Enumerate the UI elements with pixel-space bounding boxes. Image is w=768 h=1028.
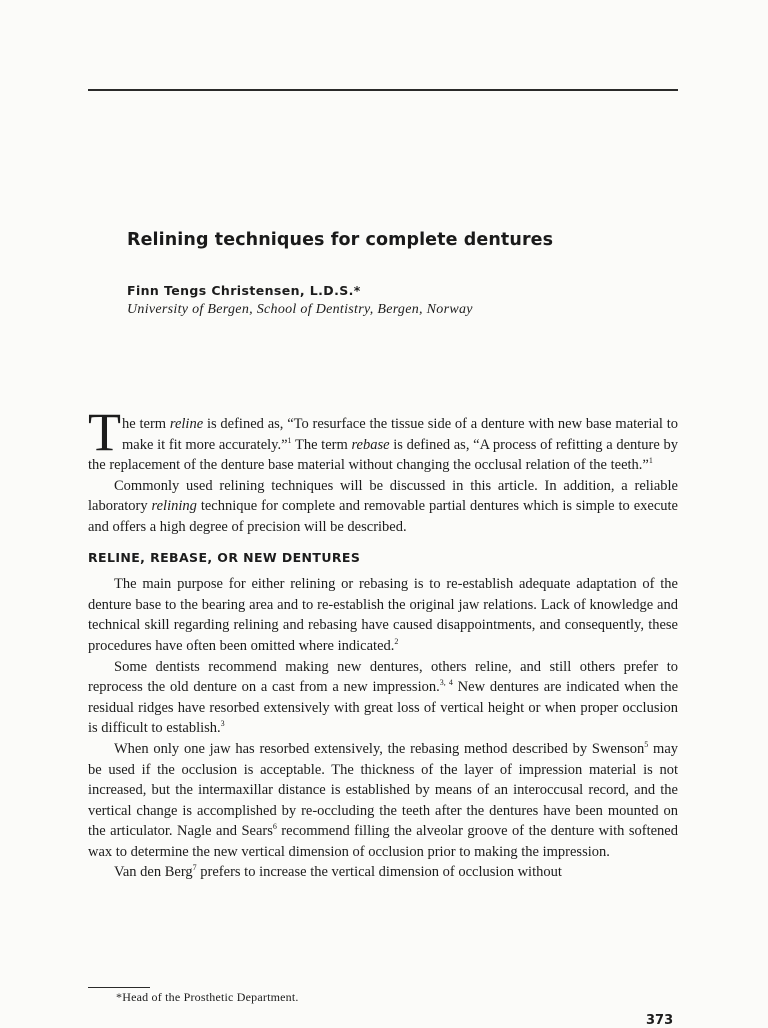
reference-mark: 1 xyxy=(287,435,292,445)
term-reline: reline xyxy=(169,416,204,432)
footnote-rule xyxy=(88,987,150,988)
author-affiliation: University of Bergen, School of Dentistry, Bergen, Norway xyxy=(127,302,473,317)
term-relining: relining xyxy=(151,498,197,515)
section-paragraph-4: Van den Berg$^7$ prefers to increase the vertical dimension of occlusion without xyxy=(114,863,562,881)
section-paragraph-1: The main purpose for either relining or rebasing is to re-establish adequate adaptation of the denture base to the bearing area and to re-establish the original jaw relations. Lack of knowledge and technical skill regarding relining and rebasing have caused disappointments, and consequently, these procedures have often been omitted where indicated.$^2$ xyxy=(88,576,678,654)
section-paragraph-2: Some dentists recommend making new dentures, others reline, and still others prefer to reprocess the old denture on a cast from a new impression.$^{3, 4}$ New dentures are indicated when the residual ridges have resorbed extensively with great loss of vertical height or when proper occlusion is difficult to establish.$^3$ xyxy=(88,658,678,737)
top-rule xyxy=(88,89,678,91)
reference-mark: 3, 4 xyxy=(439,678,453,688)
reference-mark: 1 xyxy=(648,456,653,466)
article-title: Relining techniques for complete dentures xyxy=(127,230,554,250)
reference-mark: 3 xyxy=(220,719,225,729)
intro-paragraph-2: Commonly used relining techniques will be discussed in this article. In addition, a reliable laboratory relining technique for complete and removable partial dentures which is simple to execute and offers a high degree of precision will be described. xyxy=(88,477,678,535)
reference-mark: 5 xyxy=(644,739,649,749)
author-name: Finn Tengs Christensen, L.D.S.* xyxy=(127,283,361,298)
article-body xyxy=(88,402,679,883)
intro-paragraph-1: The term reline is defined as, “To resurface the tissue side of a denture with new base material to make it fit more accurately.”$^1$ The term rebase is defined as, “A process of refitting a denture by the replacement of the denture base material without changing the occlusal relation of the teeth.”$^1$ xyxy=(88,402,678,474)
section-heading: RELINE, REBASE, OR NEW DENTURES xyxy=(88,549,361,565)
reference-mark: 2 xyxy=(394,636,399,646)
reference-mark: 7 xyxy=(192,863,197,873)
reference-mark: 6 xyxy=(272,822,277,832)
section-paragraph-3: When only one jaw has resorbed extensively, the rebasing method described by Swenson$^5$ may be used if the occlusion is acceptable. The thickness of the layer of impression material is not increased, but the intermaxillar distance is established by means of an interoccusal record, and the vertical change is accomplished by re-occluding the teeth after the dentures have been mounted on the articulator. Nagle and Sears$^6$ recommend filling the alveolar groove of the denture with softened wax to determine the new vertical dimension of occlusion prior to making the impression. xyxy=(88,739,679,860)
term-rebase: rebase xyxy=(351,436,390,453)
footnote: *Head of the Prosthetic Department. xyxy=(116,990,299,1004)
drop-cap: T xyxy=(88,402,121,462)
page-number: 373 xyxy=(646,1013,674,1028)
